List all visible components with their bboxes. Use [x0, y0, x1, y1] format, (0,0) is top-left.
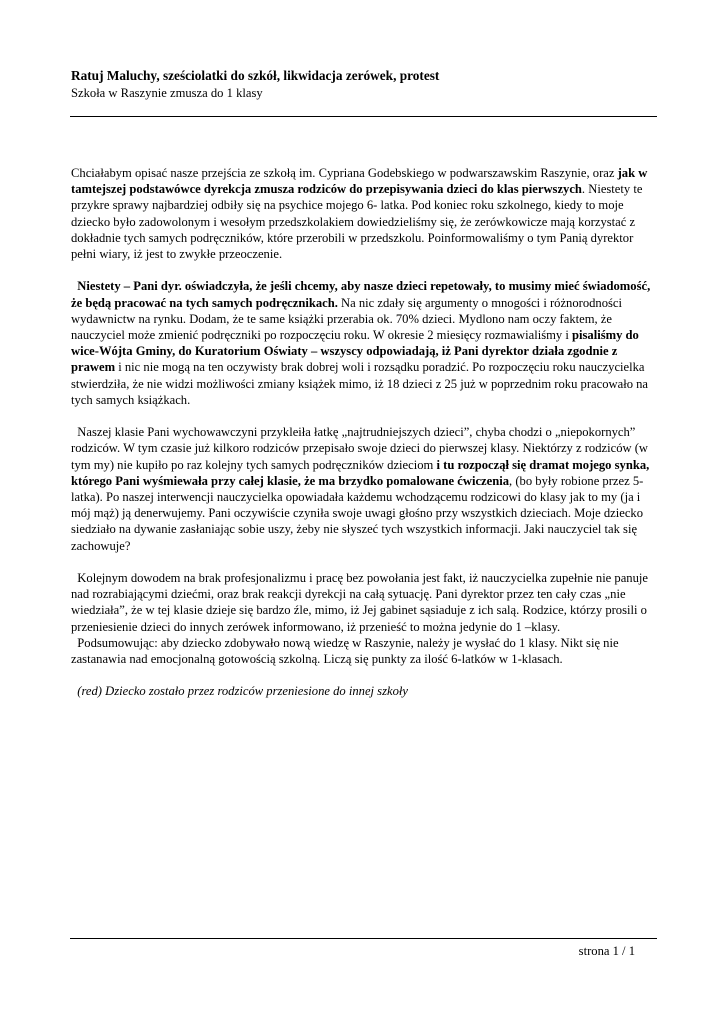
editor-note — [71, 683, 661, 699]
text-run: Naszej klasie Pani wychowawczyni przykleiła łatkę „najtrudniejszych dzieci”, chyba chodzi o „niepokornych” rodziców. W tym czasie już kilkoro rodziców przepisało swoje dzieci do pierwszej klasy. Niektórzy z rodziców (w tym my) nie kupiło po raz kolejny tych samych podręczników dzieciom — [71, 425, 649, 472]
header-divider — [70, 116, 657, 117]
text-run: Podsumowując: aby dziecko zdobywało nową wiedzę w Raszynie, należy je wysłać do 1 klasy. Nikt się nie zastanawia nad emocjonalną gotowością szkolną. Liczą się punkty za ilość 6-latków w 1-klasach. — [71, 635, 619, 667]
text-run: Kolejnym dowodem na brak profesjonalizmu i pracę bez powołania jest fakt, iż nauczycielka zupełnie nie panuje nad rozrabiającymi dziećmi, oraz brak reakcji dyrekcji na całą sytuację. Pani dyrektor przez ten cały czas „nie wiedziała”, że w tej klasie dzieje się bardzo źle, mimo, iż Jej gabinet sąsiaduje z ich salą. Rodzice, którzy prosili o przeniesienie dzieci do innych zerówek informowano, iż przenieść to można jedynie do 1 –klasy. — [71, 571, 648, 634]
paragraph-2 — [71, 278, 661, 408]
editor-note-text: (red) Dziecko zostało przez rodziców przeniesione do innej szkoły — [77, 684, 408, 699]
text-run: , (bo były robione przez 5-latka). Po naszej interwencji nauczycielka opowiadała każdemu wchodzącemu rodzicowi do klasy jak to my (ja i mój mąż) ją denerwujemy. Pani oczywiście czyniła swoje uwagi głośno przy wszystkich dzieciach. Moje dziecko siedziało na dywanie zasłaniając sobie uszy, żeby nie słyszeć tych wszystkich informacji. Jaki nauczyciel tak się zachowuje? — [71, 473, 644, 553]
paragraph-1 — [71, 165, 661, 262]
paragraph-5 — [71, 635, 661, 667]
document-title: Ratuj Maluchy, sześciolatki do szkół, likwidacja zerówek, protest — [71, 68, 440, 83]
document-header — [71, 68, 661, 101]
bold-text-run: pisaliśmy do wice-Wójta Gminy, do Kuratorium Oświaty – wszyscy odpowiadają, iż Pani dyrektor działa zgodnie z prawem — [71, 328, 639, 375]
text-run: Na nic zdały się argumenty o mnogości i różnorodności wydawnictw na rynku. Dodam, że te same książki przerabia ok. 70% dzieci. Mydlono nam oczy faktem, że nauczyciel może zmienić podręczniki po rozpoczęciu roku. W okresie 2 miesięcy rozmawialiśmy i — [71, 295, 623, 343]
document-subtitle: Szkoła w Raszynie zmusza do 1 klasy — [71, 86, 263, 100]
article-body — [71, 165, 661, 716]
text-run: . Niestety te przykre sprawy najbardziej odbiły się na psychice mojego 6- latka. Pod koniec roku szkolnego, kiedy to moje dziecko było zadowolonym i wesołym przedszkolakiem dowiedzieliśmy się, że zerówkowicze mają korzystać z dokładnie tych samych podręczników, które przerobili w przedszkolu. Poinformowaliśmy o tym Panią dyrektor pełni wiary, iż jest to zwykłe przeoczenie. — [71, 182, 643, 262]
text-run: Chciałabym opisać nasze przejścia ze szkołą im. Cypriana Godebskiego w podwarszawskim Raszynie, oraz — [71, 166, 618, 180]
footer-divider — [70, 938, 657, 939]
paragraph-3 — [71, 424, 661, 554]
bold-text-run: i tu rozpoczął się dramat mojego synka, którego Pani wyśmiewała przy całej klasie, że ma brzydko pomalowane ćwiczenia — [71, 457, 650, 488]
bold-text-run: jak w tamtejszej podstawówce dyrekcja zmusza rodziców do przepisywania dzieci do klas pierwszych — [71, 166, 648, 197]
bold-text-run: Niestety – Pani dyr. oświadczyła, że jeśli chcemy, aby nasze dzieci repetowały, to musimy mieć świadomość, że będą pracować na tych samych podręcznikach. — [71, 279, 651, 310]
text-run: i nic nie mogą na ten oczywisty brak dobrej woli i rozsądku poradzić. Po rozpoczęciu roku nauczycielka stwierdziła, że nie widzi możliwości zmiany książek mimo, iż 18 dzieci z 25 już w poprzednim roku pracowało na tych samych książkach. — [71, 360, 649, 407]
page-number: strona 1 / 1 — [578, 944, 635, 958]
paragraph-4 — [71, 570, 661, 635]
